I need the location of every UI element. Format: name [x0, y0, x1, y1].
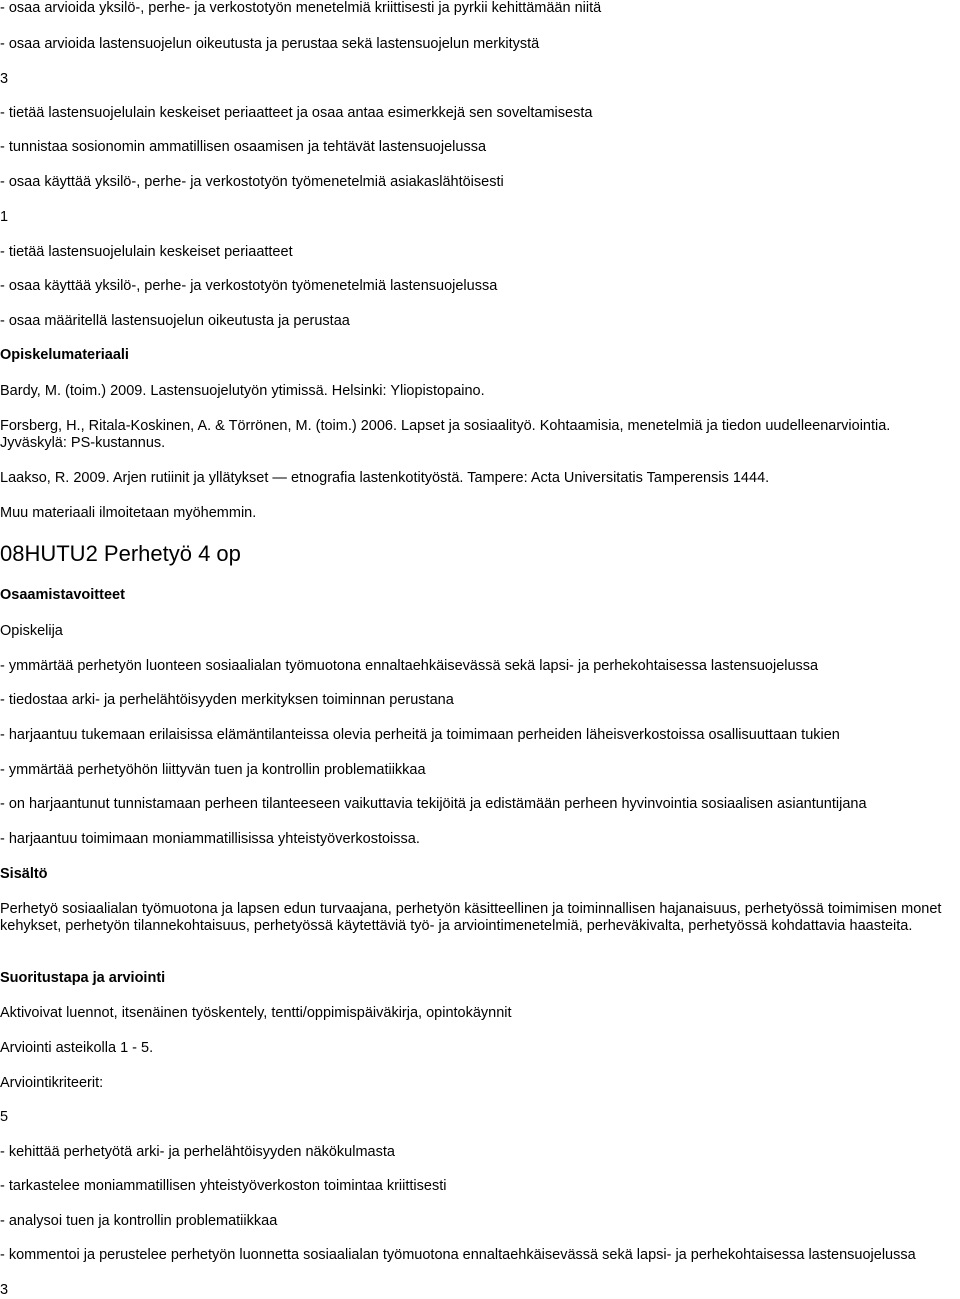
bullet-line: - tunnistaa sosionomin ammatillisen osaamisen ja tehtävät lastensuojelussa	[0, 139, 487, 155]
reference: Jyväskylä: PS-kustannus.	[0, 435, 166, 451]
section-heading: Sisältö	[0, 866, 48, 882]
bullet-line: - osaa käyttää yksilö-, perhe- ja verkostotyön työmenetelmiä asiakaslähtöisesti	[0, 174, 504, 190]
bullet-line: - osaa määritellä lastensuojelun oikeutusta ja perustaa	[0, 313, 350, 329]
scale-text: Arviointi asteikolla 1 - 5.	[0, 1040, 154, 1056]
bullet-line: - ymmärtää perhetyön luonteen sosiaalialan työmuotona ennaltaehkäisevässä sekä lapsi- ja perhekohtaisessa lastensuojelussa	[0, 658, 819, 674]
section-heading: Suoritustapa ja arviointi	[0, 970, 166, 986]
bullet-line: - harjaantuu tukemaan erilaisissa elämäntilanteissa olevia perheitä ja toimimaan perheiden läheisverkostoissa osallisuuttaan tukien	[0, 727, 840, 743]
bullet-line: - tietää lastensuojelulain keskeiset periaatteet	[0, 244, 293, 260]
bullet-line: - kommentoi ja perustelee perhetyön luonnetta sosiaalialan työmuotona ennaltaehkäisevässä sekä lapsi- ja perhekohtaisessa lastensuojelussa	[0, 1247, 916, 1263]
grade-label: 3	[0, 71, 9, 87]
bullet-line: - ymmärtää perhetyöhön liittyvän tuen ja kontrollin problematiikkaa	[0, 762, 426, 778]
bullet-line: - tiedostaa arki- ja perhelähtöisyyden merkityksen toiminnan perustana	[0, 692, 454, 708]
bullet-line: - osaa käyttää yksilö-, perhe- ja verkostotyön työmenetelmiä lastensuojelussa	[0, 278, 498, 294]
grade-label: 3	[0, 1282, 9, 1298]
bullet-line: - tarkastelee moniammatillisen yhteistyöverkoston toimintaa kriittisesti	[0, 1178, 447, 1194]
method-text: Aktivoivat luennot, itsenäinen työskentely, tentti/oppimispäiväkirja, opintokäynnit	[0, 1005, 512, 1021]
student-label: Opiskelija	[0, 623, 63, 639]
bullet-line: - osaa arvioida lastensuojelun oikeutusta ja perustaa sekä lastensuojelun merkitystä	[0, 36, 540, 52]
section-heading: Osaamistavoitteet	[0, 587, 125, 603]
bullet-line: - tietää lastensuojelulain keskeiset periaatteet ja osaa antaa esimerkkejä sen soveltamisesta	[0, 105, 593, 121]
section-heading: Opiskelumateriaali	[0, 347, 129, 363]
reference: Laakso, R. 2009. Arjen rutiinit ja yllätykset — etnografia lastenkotityöstä. Tampere: Acta Universitatis Tamperensis 1444.	[0, 470, 770, 486]
bullet-line: - harjaantuu toimimaan moniammatillisissa yhteistyöverkostoissa.	[0, 831, 420, 847]
bullet-line: - osaa arvioida yksilö-, perhe- ja verkostotyön menetelmiä kriittisesti ja pyrkii kehittämään niitä	[0, 0, 602, 16]
reference: Bardy, M. (toim.) 2009. Lastensuojelutyön ytimissä. Helsinki: Yliopistopaino.	[0, 383, 485, 399]
grade-label: 1	[0, 209, 9, 225]
note: Muu materiaali ilmoitetaan myöhemmin.	[0, 505, 257, 521]
criteria-label: Arviointikriteerit:	[0, 1075, 104, 1091]
content-paragraph: Perhetyö sosiaalialan työmuotona ja lapsen edun turvaajana, perhetyön käsitteellinen ja toiminnallisen hajanaisuus, perhetyössä toimimisen monet kehykset, perhetyön tilannekohtaisuus, perhetyössä käytettäviä työ- ja arviointimenetelmiä, perheväkivalta, perhetyössä kohdattavia haasteita.	[0, 901, 942, 934]
grade-label: 5	[0, 1109, 9, 1125]
reference: Forsberg, H., Ritala-Koskinen, A. & Törrönen, M. (toim.) 2006. Lapset ja sosiaalityö. Kohtaamisia, menetelmiä ja tiedon uudelleenarviointia.	[0, 418, 891, 434]
bullet-line: - on harjaantunut tunnistamaan perheen tilanteeseen vaikuttavia tekijöitä ja edistämään perheen hyvinvointia sosiaalisen asiantuntijana	[0, 796, 867, 812]
bullet-line: - analysoi tuen ja kontrollin problematiikkaa	[0, 1213, 278, 1229]
course-title: 08HUTU2 Perhetyö 4 op	[0, 541, 241, 566]
bullet-line: - kehittää perhetyötä arki- ja perhelähtöisyyden näkökulmasta	[0, 1144, 395, 1160]
